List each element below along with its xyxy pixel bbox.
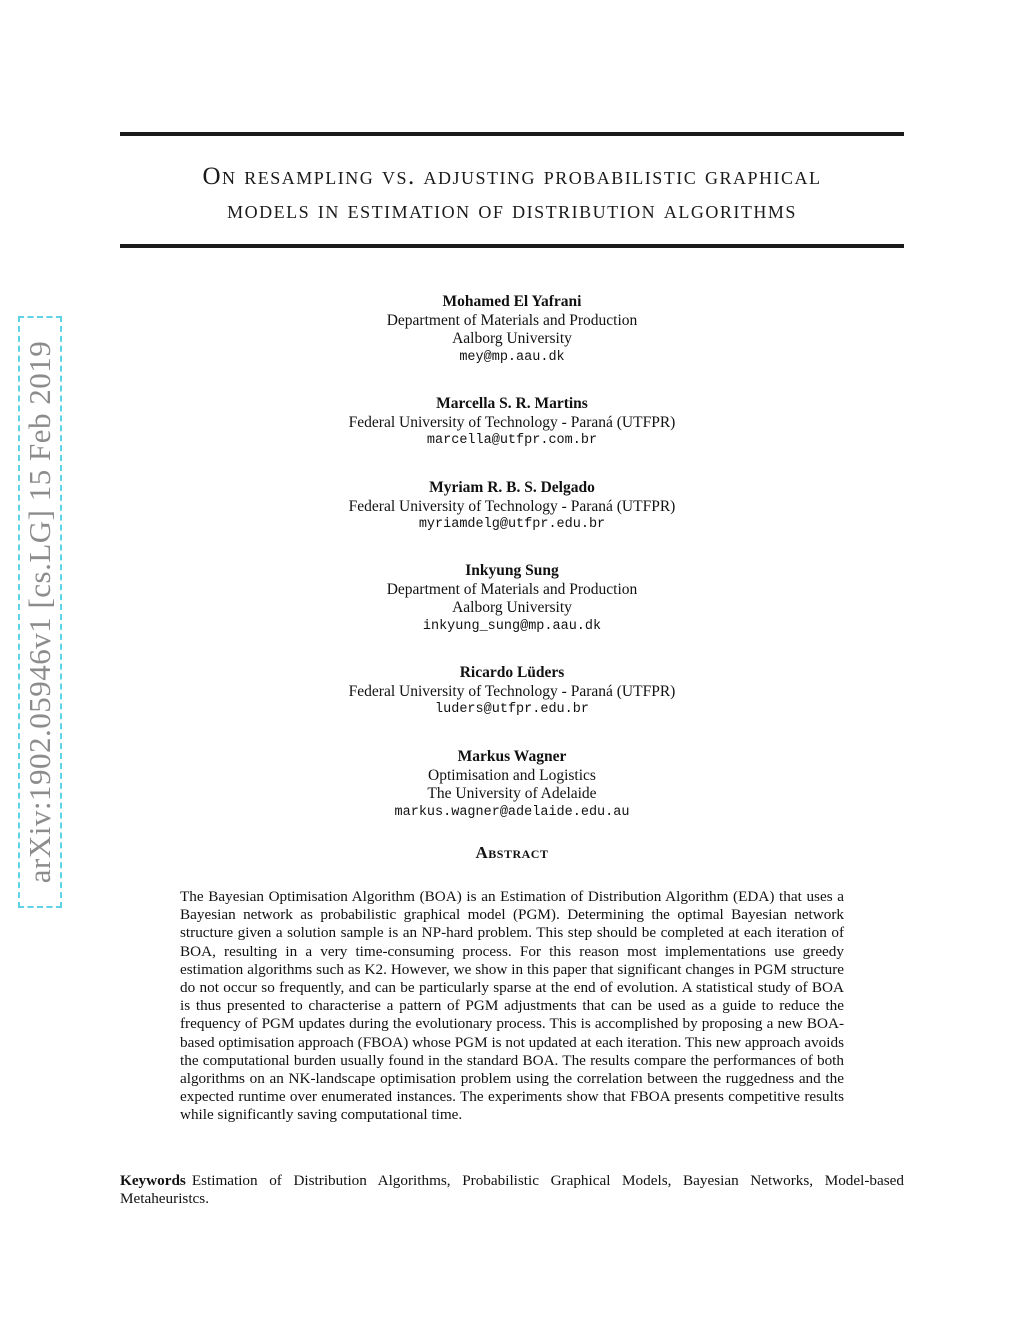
author-name: Markus Wagner — [457, 748, 567, 765]
arxiv-identifier[interactable]: arXiv:1902.05946v1 [cs.LG] 15 Feb 2019 — [22, 340, 57, 884]
author-block-4 — [200, 562, 824, 636]
paper-title — [120, 160, 904, 228]
author-email[interactable]: myriamdelg@utfpr.edu.br — [418, 517, 606, 532]
author-email[interactable]: marcella@utfpr.com.br — [426, 433, 598, 448]
author-block-5 — [200, 664, 824, 720]
abstract-heading: Abstract — [475, 843, 549, 862]
keywords-label: Keywords — [120, 1172, 186, 1189]
author-affiliation: The University of Adelaide — [427, 785, 597, 802]
keywords-text: Estimation of Distribution Algorithms, Probabilistic Graphical Models, Bayesian Networks, Model-based Metaheuristcs. — [120, 1172, 904, 1208]
author-affiliation: Department of Materials and Production — [386, 311, 638, 329]
author-name: Marcella S. R. Martins — [436, 395, 588, 412]
author-email[interactable]: inkyung_sung@mp.aau.dk — [422, 618, 602, 634]
title-rule-bottom — [120, 244, 904, 248]
title-rule-top — [120, 132, 904, 136]
author-email[interactable]: markus.wagner@adelaide.edu.au — [394, 804, 630, 820]
author-affiliation: Department of Materials and Production — [386, 580, 638, 598]
author-affiliation: Federal University of Technology - Paraná (UTFPR) — [348, 682, 676, 700]
title-line-2: models in estimation of distribution algorithms — [227, 197, 797, 224]
abstract-text: The Bayesian Optimisation Algorithm (BOA) is an Estimation of Distribution Algorithm (EDA) that uses a Bayesian network as probabilistic graphical model (PGM). Determining the optimal Bayesian network structure given a solution sample is an NP-hard problem. This step should be completed at each iteration of BOA, resulting in a very time-consuming process. For this reason most implementations use greedy estimation algorithms such as K2. However, we show in this paper that significant changes in PGM structure do not occur so frequently, and can be particularly sparse at the end of evolution. A statistical study of BOA is thus presented to characterise a pattern of PGM adjustments that can be used as a guide to reduce the frequency of PGM updates during the evolutionary process. This is accomplished by proposing a new BOA-based optimisation approach (FBOA) whose PGM is not updated at each iteration. This new approach avoids the computational burden usually found in the standard BOA. The results compare the performances of both algorithms on an NK-landscape optimisation problem using the correlation between the ruggedness and the expected runtime over enumerated instances. The experiments show that FBOA presents competitive results while significantly saving computational time. — [180, 888, 844, 1124]
author-affiliation: Federal University of Technology - Paraná (UTFPR) — [348, 497, 676, 515]
author-name: Ricardo Lüders — [459, 664, 565, 681]
keywords-section — [120, 1172, 904, 1208]
author-block-2 — [200, 395, 824, 451]
author-affiliation: Federal University of Technology - Paraná (UTFPR) — [348, 413, 676, 431]
author-affiliation: Aalborg University — [452, 599, 572, 616]
author-block-1 — [200, 293, 824, 367]
author-email[interactable]: mey@mp.aau.dk — [459, 349, 565, 365]
author-affiliation: Optimisation and Logistics — [428, 766, 596, 784]
author-name: Myriam R. B. S. Delgado — [429, 479, 595, 496]
author-block-6 — [200, 748, 824, 822]
author-affiliation: Aalborg University — [452, 330, 572, 347]
title-line-1: On resampling vs. adjusting probabilistic graphical — [202, 163, 822, 190]
author-name: Mohamed El Yafrani — [442, 293, 582, 310]
author-email[interactable]: luders@utfpr.edu.br — [435, 702, 589, 717]
author-block-3 — [200, 479, 824, 535]
author-name: Inkyung Sung — [465, 562, 559, 579]
